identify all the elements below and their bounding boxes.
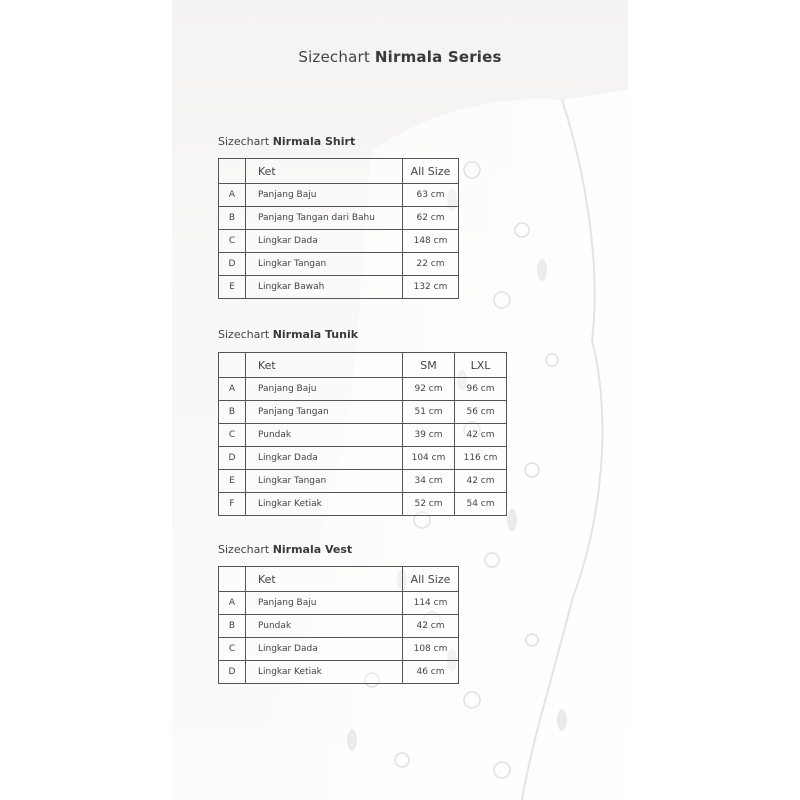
column-header: Ket	[246, 353, 403, 378]
table-row: F Lingkar Ketiak 52 cm 54 cm	[219, 493, 507, 516]
table-row: C Lingkar Dada 148 cm	[219, 230, 459, 253]
shirt-size-table	[218, 158, 459, 299]
column-header: LXL	[455, 353, 507, 378]
column-header: All Size	[403, 159, 459, 184]
table-row: E Lingkar Tangan 34 cm 42 cm	[219, 470, 507, 493]
table-header-row	[219, 567, 459, 592]
column-header: SM	[403, 353, 455, 378]
table-row: D Lingkar Tangan 22 cm	[219, 253, 459, 276]
table-row: B Panjang Tangan dari Bahu 62 cm	[219, 207, 459, 230]
column-header: All Size	[403, 567, 459, 592]
table-header-row	[219, 353, 507, 378]
page-title: Sizechart Nirmala Series	[298, 48, 502, 66]
table-row: B Panjang Tangan 51 cm 56 cm	[219, 401, 507, 424]
tunik-size-table	[218, 352, 507, 516]
vest-size-table	[218, 566, 459, 684]
table-row: C Pundak 39 cm 42 cm	[219, 424, 507, 447]
table-row: A Panjang Baju 114 cm	[219, 592, 459, 615]
table-row: E Lingkar Bawah 132 cm	[219, 276, 459, 299]
vest-section-title: Sizechart Nirmala Vest	[218, 543, 353, 556]
table-row: B Pundak 42 cm	[219, 615, 459, 638]
table-row: A Panjang Baju 92 cm 96 cm	[219, 378, 507, 401]
table-row: A Panjang Baju 63 cm	[219, 184, 459, 207]
tunik-section-title: Sizechart Nirmala Tunik	[218, 328, 359, 341]
column-header: Ket	[246, 567, 403, 592]
table-header-row	[219, 159, 459, 184]
sizechart-card	[172, 0, 628, 800]
shirt-section-title: Sizechart Nirmala Shirt	[218, 135, 356, 148]
table-row: C Lingkar Dada 108 cm	[219, 638, 459, 661]
table-row: D Lingkar Dada 104 cm 116 cm	[219, 447, 507, 470]
table-row: D Lingkar Ketiak 46 cm	[219, 661, 459, 684]
column-header: Ket	[246, 159, 403, 184]
